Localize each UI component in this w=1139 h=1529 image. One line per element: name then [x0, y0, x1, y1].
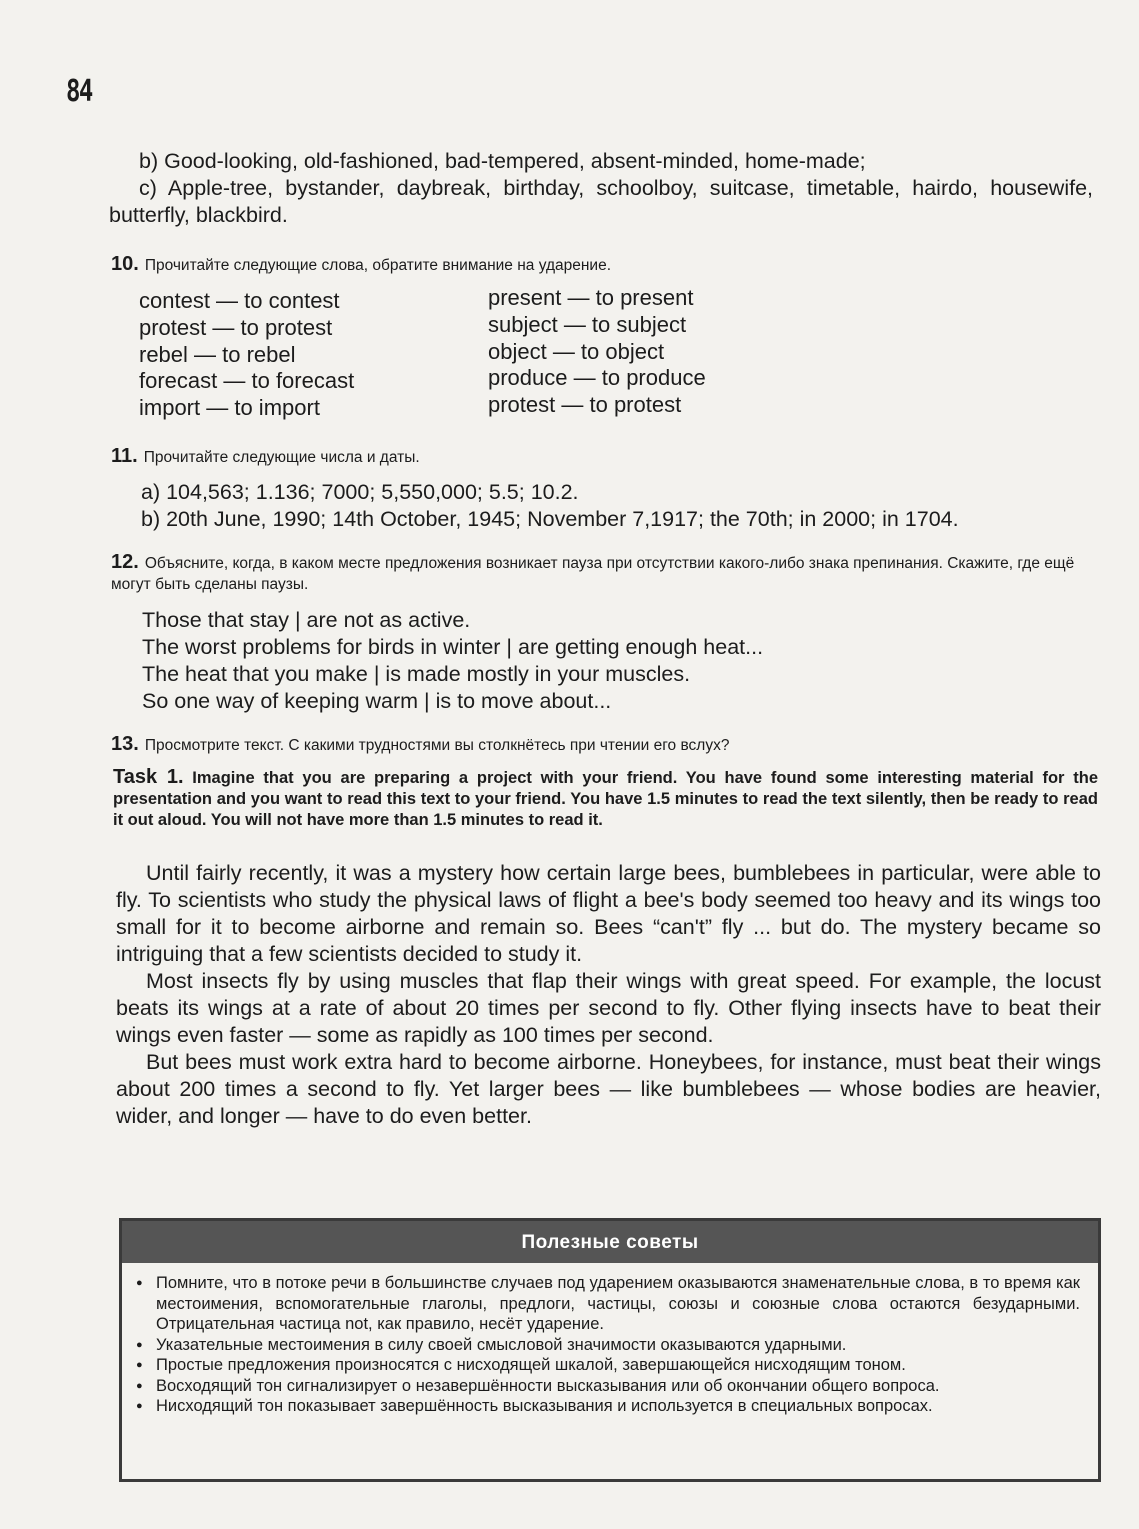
reading-paragraph: Most insects fly by using muscles that flap their wings with great speed. For example, the locust beats its wings at a rate of about 20 times per second to fly. Other flying insects have to beat their wings even faster — some as rapidly as 100 times per second. — [116, 969, 1101, 1047]
reading-text — [116, 860, 1101, 1130]
page-number: 84 — [66, 74, 92, 109]
intro-block — [109, 148, 1093, 229]
pause-sentence: The heat that you make | is made mostly in your muscles. — [142, 662, 691, 686]
word-pair: subject — to subject — [488, 311, 687, 337]
intro-line-b: b) Good-looking, old-fashioned, bad-tempered, absent-minded, home-made; — [139, 149, 866, 173]
intro-line-c: c) Apple-tree, bystander, daybreak, birthday, schoolboy, suitcase, timetable, hairdo, housewife, butterfly, blackbird. — [109, 176, 1093, 227]
pause-sentences — [142, 607, 763, 715]
word-pair: import — to import — [139, 395, 320, 421]
exercise-10-heading — [111, 254, 1101, 276]
exercise-13-heading — [111, 734, 1101, 756]
tips-list — [122, 1273, 1098, 1417]
useful-tips-box — [119, 1218, 1101, 1482]
useful-tips-title: Полезные советы — [122, 1221, 1098, 1263]
exercise-11-heading — [111, 446, 1101, 468]
word-pairs-left-column — [139, 288, 354, 422]
word-pair: forecast — to forecast — [139, 368, 355, 394]
word-pair: produce — to produce — [488, 365, 706, 391]
word-pair: contest — to contest — [139, 288, 340, 313]
task-1 — [113, 767, 1098, 831]
numbers-and-dates — [141, 479, 959, 533]
word-pairs-right-column — [488, 285, 706, 419]
exercise-12-heading — [111, 552, 1101, 595]
word-pair: protest — to protest — [488, 392, 682, 418]
exercise-11-number: 11. — [111, 445, 138, 467]
exercise-12-number: 12. — [111, 551, 139, 573]
tip-item: ● Указательные местоимения в силу своей смысловой значимости оказываются ударными. — [136, 1335, 1080, 1356]
pause-sentence: The worst problems for birds in winter | are getting enough heat... — [142, 635, 764, 659]
reading-paragraph: Until fairly recently, it was a mystery how certain large bees, bumblebees in particular, were able to fly. To scientists who study the physical laws of flight a bee's body seemed too heavy and its wings too small for it to become airborne and remain so. Bees “can't” fly ... but do. The mystery became so intriguing that a few scientists decided to study it. — [116, 861, 1101, 966]
word-pair: object — to object — [488, 338, 665, 364]
reading-paragraph: But bees must work extra hard to become airborne. Honeybees, for instance, must beat their wings about 200 times a second to fly. Yet larger bees — like bumblebees — whose bodies are heavier, wider, and longer — have to do even better. — [116, 1050, 1101, 1128]
task-1-label: Task 1. — [113, 766, 184, 788]
tip-item: ● Простые предложения произносятся с нисходящей шкалой, завершающейся нисходящим тоном. — [136, 1355, 1080, 1376]
tip-item: ● Нисходящий тон показывает завершённость высказывания и используется в специальных вопросах. — [136, 1396, 1080, 1417]
word-pair: protest — to protest — [139, 314, 333, 340]
dates-line-b: b) 20th June, 1990; 14th October, 1945; November 7,1917; the 70th; in 2000; in 1704. — [141, 507, 959, 531]
tip-item: ● Помните, что в потоке речи в большинстве случаев под ударением оказываются знаменательные слова, в то время как местоимения, вспомогательные глаголы, предлоги, частицы, союзы и союзные слова остаются безударными. Отрицательная частица not, как правило, несёт ударение. — [136, 1273, 1080, 1335]
exercise-13-number: 13. — [111, 733, 139, 755]
numbers-line-a: a) 104,563; 1.136; 7000; 5,550,000; 5.5; 10.2. — [141, 480, 579, 504]
exercise-11-instruction: Прочитайте следующие числа и даты. — [143, 449, 420, 466]
pause-sentence: Those that stay | are not as active. — [142, 608, 471, 632]
pause-sentence: So one way of keeping warm | is to move about... — [142, 689, 612, 713]
exercise-10-instruction: Прочитайте следующие слова, обратите внимание на ударение. — [144, 257, 612, 274]
exercise-10-number: 10. — [111, 253, 139, 275]
exercise-13-instruction: Просмотрите текст. С какими трудностями вы столкнётесь при чтении его вслух? — [144, 737, 730, 754]
word-pair: present — to present — [488, 285, 694, 310]
word-pair: rebel — to rebel — [139, 341, 296, 367]
tip-item: ● Восходящий тон сигнализирует о незавершённости высказывания или об окончании общего вопроса. — [136, 1376, 1080, 1397]
exercise-12-instruction: Объясните, когда, в каком месте предложения возникает пауза при отсутствии какого-либо знака препинания. Скажите, где ещё могут быть сделаны паузы. — [111, 555, 1075, 593]
task-1-text: Imagine that you are preparing a project with your friend. You have found some interesting material for the presentation and you want to read this text to your friend. You have 1.5 minutes to read the text silently, then be ready to read it out aloud. You will not have more than 1.5 minutes to read it. — [113, 769, 1098, 829]
